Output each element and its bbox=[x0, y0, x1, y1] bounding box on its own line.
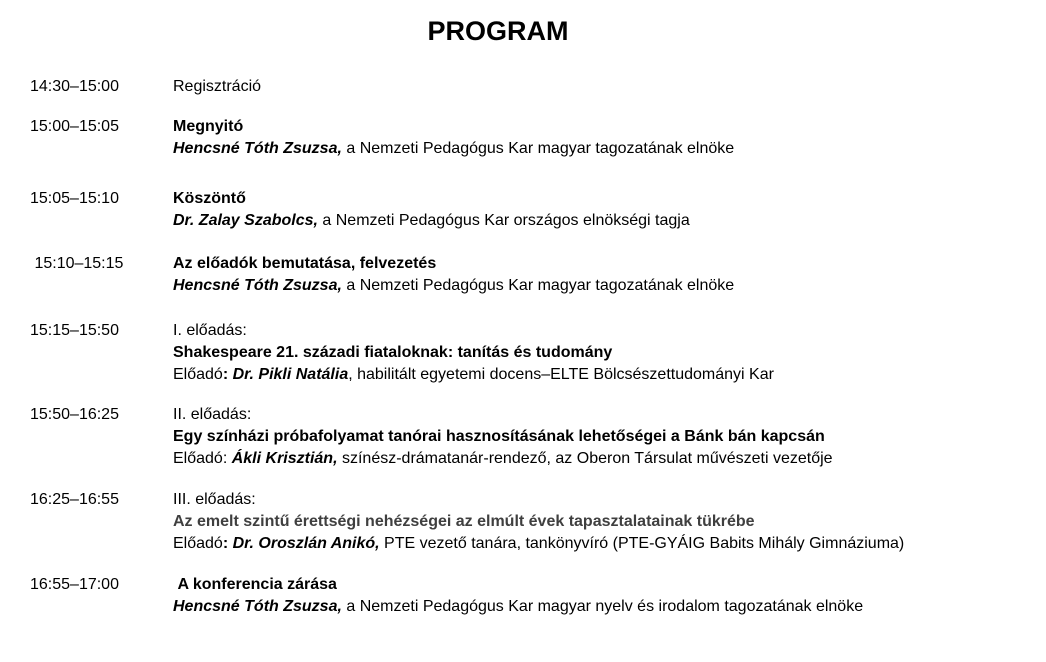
time-range: 15:50–16:25 bbox=[30, 406, 119, 423]
row-content bbox=[173, 253, 958, 297]
text-line bbox=[173, 116, 958, 138]
text-segment: III. előadás: bbox=[173, 491, 256, 508]
text-segment: Hencsné Tóth Zsuzsa, bbox=[173, 277, 342, 294]
text-segment: Az emelt szintű érettségi nehézségei az elmúlt évek tapasztalatainak tükrébe bbox=[173, 513, 755, 530]
text-segment: Shakespeare 21. századi fiataloknak: tanítás és tudomány bbox=[173, 344, 613, 361]
text-line bbox=[173, 76, 958, 98]
text-segment: a Nemzeti Pedagógus Kar magyar nyelv és irodalom tagozatának elnöke bbox=[341, 598, 864, 615]
text-segment: Előadó: bbox=[173, 450, 232, 467]
time-range: 15:15–15:50 bbox=[30, 322, 119, 339]
text-segment: Dr. Pikli Natália bbox=[232, 366, 349, 383]
text-segment: Az előadók bemutatása, felvezetés bbox=[173, 255, 437, 272]
text-segment: Regisztráció bbox=[173, 78, 262, 95]
text-line bbox=[173, 188, 958, 210]
text-line bbox=[173, 489, 958, 511]
time-range: 15:10–15:15 bbox=[30, 255, 124, 272]
row-content bbox=[173, 404, 958, 470]
text-segment: : bbox=[222, 535, 233, 552]
text-segment: Hencsné Tóth Zsuzsa, bbox=[173, 598, 342, 615]
time-range: 16:55–17:00 bbox=[30, 576, 119, 593]
schedule-row bbox=[30, 404, 966, 470]
text-segment: Előadó bbox=[173, 535, 223, 552]
text-segment: a Nemzeti Pedagógus Kar magyar tagozatának elnöke bbox=[341, 277, 735, 294]
text-line bbox=[173, 210, 958, 232]
row-content bbox=[173, 489, 958, 555]
text-segment: Ákli Krisztián, bbox=[231, 450, 338, 467]
text-line bbox=[173, 275, 958, 297]
text-segment: színész-drámatanár-rendező, az Oberon Társulat művészeti vezetője bbox=[337, 450, 833, 467]
text-line bbox=[173, 342, 958, 364]
time-range: 15:05–15:10 bbox=[30, 190, 119, 207]
text-line bbox=[173, 253, 958, 275]
text-line bbox=[173, 320, 958, 342]
schedule-row bbox=[30, 116, 966, 160]
text-segment: Megnyitó bbox=[173, 118, 244, 135]
time-range: 15:00–15:05 bbox=[30, 118, 119, 135]
text-segment: Dr. Oroszlán Anikó, bbox=[232, 535, 380, 552]
text-segment: Egy színházi próbafolyamat tanórai hasznosításának lehetőségei a Bánk bán kapcsán bbox=[173, 428, 825, 445]
row-content bbox=[173, 320, 958, 386]
schedule-row bbox=[30, 489, 966, 555]
text-line bbox=[173, 596, 958, 618]
time-range: 16:25–16:55 bbox=[30, 491, 119, 508]
schedule-row bbox=[30, 574, 966, 618]
text-line bbox=[173, 448, 958, 470]
schedule-row bbox=[30, 188, 966, 232]
text-segment: a Nemzeti Pedagógus Kar magyar tagozatának elnöke bbox=[341, 140, 735, 157]
text-segment: Dr. Zalay Szabolcs, bbox=[173, 212, 318, 229]
text-segment: Előadó bbox=[173, 366, 223, 383]
text-line bbox=[173, 533, 958, 555]
row-content bbox=[173, 116, 958, 160]
text-line bbox=[173, 574, 958, 596]
text-segment: PTE vezető tanára, tankönyvíró (PTE-GYÁIG Babits Mihály Gimnáziuma) bbox=[379, 535, 905, 552]
schedule-row bbox=[30, 253, 966, 297]
text-line bbox=[173, 426, 958, 448]
time-range: 14:30–15:00 bbox=[30, 78, 119, 95]
text-segment: a Nemzeti Pedagógus Kar országos elnökségi tagja bbox=[317, 212, 690, 229]
schedule bbox=[30, 76, 966, 618]
text-segment: A konferencia zárása bbox=[173, 576, 337, 593]
text-line bbox=[173, 511, 958, 533]
text-segment: : bbox=[222, 366, 229, 383]
row-content bbox=[173, 188, 958, 232]
text-segment: I. előadás: bbox=[173, 322, 247, 339]
text-segment: Köszöntő bbox=[173, 190, 246, 207]
text-line bbox=[173, 364, 958, 386]
text-line bbox=[173, 404, 958, 426]
text-line bbox=[173, 138, 958, 160]
text-segment: Hencsné Tóth Zsuzsa, bbox=[173, 140, 342, 157]
row-content bbox=[173, 76, 958, 98]
schedule-row bbox=[30, 76, 966, 98]
page-title: PROGRAM bbox=[427, 16, 569, 46]
text-segment: , habilitált egyetemi docens–ELTE Bölcsészettudományi Kar bbox=[348, 366, 774, 383]
text-segment: II. előadás: bbox=[173, 406, 252, 423]
row-content bbox=[173, 574, 958, 618]
schedule-row bbox=[30, 320, 966, 386]
